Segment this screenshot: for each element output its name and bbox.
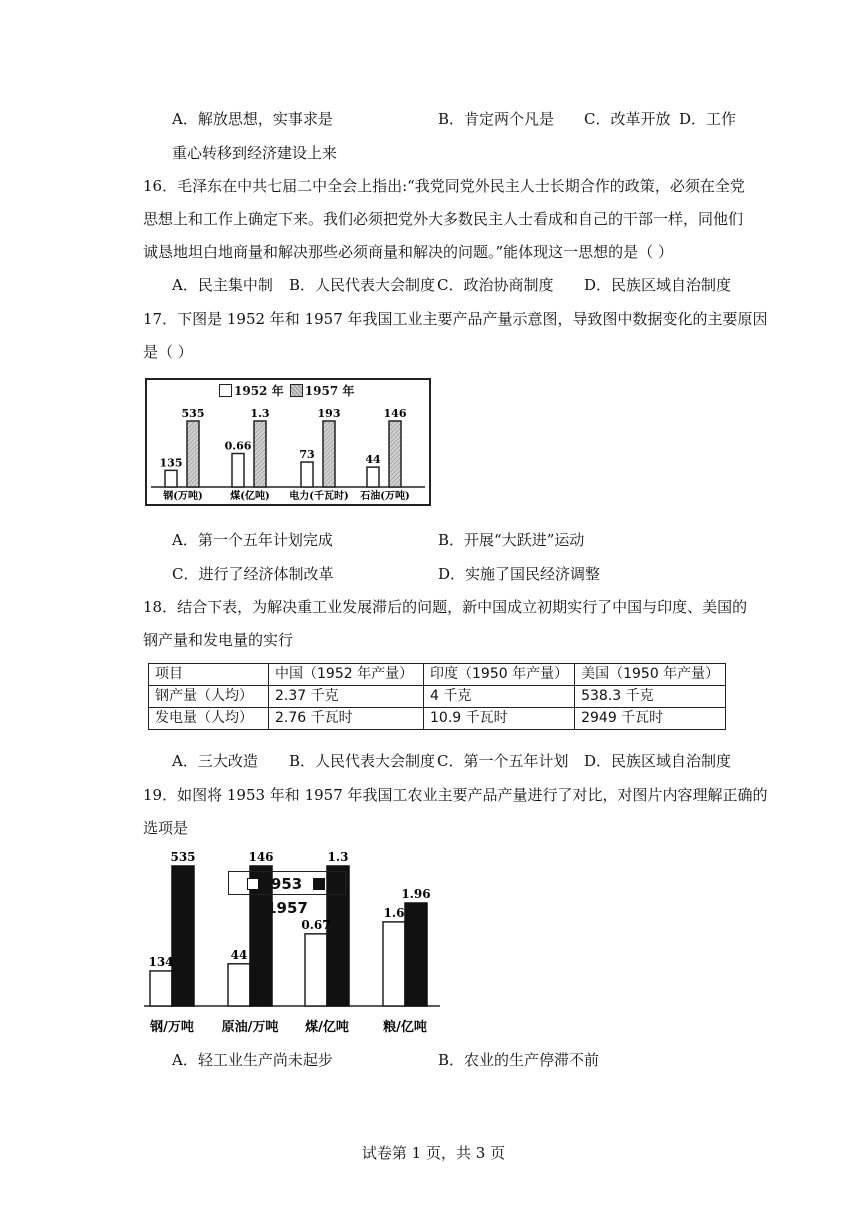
table-cell: 538.3 千克: [575, 686, 726, 708]
chart2-data-label: 535: [170, 850, 196, 864]
legend-label-1952: 1952 年: [234, 384, 284, 398]
legend-label-1957: 1957 年: [304, 384, 355, 398]
legend-swatch-1957: [313, 878, 325, 890]
chart2-bar-1953: [305, 934, 327, 1006]
table-header-cell: 印度（1950 年产量）: [424, 664, 575, 686]
chart2-data-label: 1.3: [327, 850, 349, 864]
chart1-bar-1952: [232, 453, 244, 487]
q16-option-a: A．民主集中制: [172, 276, 273, 294]
q17-stem-line-2: 是（ ）: [143, 343, 193, 361]
table-row: [149, 686, 726, 708]
q17-stem-line-1: 17．下图是 1952 年和 1957 年我国工业主要产品产量示意图，导致图中数据变化的主要原因: [143, 310, 768, 328]
q15-option-d: D．工作: [679, 110, 737, 128]
table-cell: 4 千克: [424, 686, 575, 708]
q18-option-d: D．民族区域自治制度: [584, 752, 732, 770]
table-header-cell: 项目: [149, 664, 269, 686]
table-header-cell: 中国（1952 年产量）: [269, 664, 424, 686]
q19-stem-line-2: 选项是: [143, 819, 189, 837]
chart2-category-label: 钢/万吨: [150, 1020, 194, 1035]
table-cell: 2.37 千克: [269, 686, 424, 708]
q15-option-a: A．解放思想，实事求是: [172, 110, 333, 128]
chart1-category-label: 煤(亿吨): [230, 491, 270, 502]
q17-option-d: D．实施了国民经济调整: [438, 565, 601, 583]
chart1-data-label: 135: [159, 456, 183, 470]
q18-option-a: A．三大改造: [172, 752, 258, 770]
q19-option-a: A．轻工业生产尚未起步: [172, 1051, 333, 1069]
chart2-category-label: 煤/亿吨: [305, 1020, 349, 1035]
legend-label-1953: 1953: [260, 875, 303, 893]
chart2-category-label: 粮/亿吨: [383, 1020, 427, 1035]
chart1-data-label: 1.3: [250, 407, 270, 420]
chart2-data-label: 1.6: [383, 905, 405, 920]
q17-option-c: C．进行了经济体制改革: [172, 565, 334, 583]
steel-electricity-comparison-table: [148, 663, 726, 730]
chart2-data-label: 1.96: [401, 887, 431, 901]
q17-option-a: A．第一个五年计划完成: [172, 531, 333, 549]
legend-swatch-1953: [247, 878, 259, 890]
q16-stem-line-2: 思想上和工作上确定下来。我们必须把党外大多数民主人士看成和自己的干部一样，同他们: [143, 210, 744, 228]
chart1-category-label: 石油(万吨): [360, 491, 410, 502]
chart1-bar-1952: [165, 470, 177, 487]
q17-option-b: B．开展“大跃进”运动: [438, 531, 585, 549]
q19-option-b: B．农业的生产停滞不前: [438, 1051, 600, 1069]
chart2-bar-1957: [172, 866, 194, 1006]
table-cell: 10.9 千瓦时: [424, 708, 575, 730]
page-footer: 试卷第 1 页，共 3 页: [361, 1144, 506, 1162]
chart1-plot: [147, 380, 429, 504]
chart1-bar-1957: [389, 421, 401, 487]
q19-stem-line-1: 19．如图将 1953 年和 1957 年我国工农业主要产品产量进行了对比，对图片内容理解正确的: [143, 786, 768, 804]
table-cell: 2.76 千瓦时: [269, 708, 424, 730]
industrial-output-chart-1952-1957: [145, 378, 431, 506]
q18-stem-line-2: 钢产量和发电量的实行: [143, 631, 294, 649]
q16-stem-line-3: 诚恳地坦白地商量和解决那些必须商量和解决的问题。”能体现这一思想的是（ ）: [143, 243, 673, 261]
q18-option-c: C．第一个五年计划: [437, 752, 569, 770]
q16-option-d: D．民族区域自治制度: [584, 276, 732, 294]
table-row: [149, 708, 726, 730]
chart2-bar-1953: [383, 922, 405, 1006]
chart1-data-label: 535: [181, 407, 205, 420]
chart1-bar-1952: [301, 462, 313, 487]
table-header-cell: 美国（1950 年产量）: [575, 664, 726, 686]
chart2-category-label: 原油/万吨: [221, 1020, 279, 1035]
chart2-bar-1957: [405, 903, 427, 1006]
q18-option-b: B．人民代表大会制度: [289, 752, 436, 770]
q16-option-c: C．政治协商制度: [437, 276, 554, 294]
chart1-category-label: 钢(万吨): [163, 491, 203, 502]
chart1-data-label: 193: [317, 407, 341, 420]
chart2-bar-1953: [150, 971, 172, 1006]
chart2-data-label: 146: [248, 850, 274, 864]
chart1-data-label: 146: [383, 407, 407, 420]
chart1-bar-1957: [323, 421, 335, 487]
chart1-bar-1952: [367, 467, 379, 487]
chart1-data-label: 0.66: [224, 439, 252, 453]
chart2-data-label: 0.67: [301, 917, 331, 932]
chart1-bar-1957: [254, 421, 266, 487]
q16-stem-line-1: 16．毛泽东在中共七届二中全会上指出:“我党同党外民主人士长期合作的政策，必须在全党: [143, 177, 745, 195]
table-cell: 2949 千瓦时: [575, 708, 726, 730]
legend-label-1957: 1957: [266, 899, 308, 917]
chart1-category-label: 电力(千瓦时): [289, 491, 349, 502]
q16-option-b: B．人民代表大会制度: [289, 276, 436, 294]
table-header-row: [149, 664, 726, 686]
chart2-legend: [228, 871, 346, 917]
q15-option-c: C．改革开放: [584, 110, 671, 128]
chart1-data-label: 44: [365, 453, 381, 467]
chart2-data-label: 134: [148, 954, 174, 969]
chart1-bar-1957: [187, 421, 199, 487]
table-cell: 钢产量（人均）: [149, 686, 269, 708]
q15-option-b: B．肯定两个凡是: [438, 110, 555, 128]
chart2-bar-1953: [228, 964, 250, 1006]
chart2-data-label: 44: [230, 947, 248, 962]
q18-stem-line-1: 18．结合下表，为解决重工业发展滞后的问题，新中国成立初期实行了中国与印度、美国的: [143, 598, 748, 616]
q15-option-d-continued: 重心转移到经济建设上来: [172, 144, 338, 162]
chart1-data-label: 73: [299, 448, 315, 462]
industrial-agricultural-output-chart-1953-1957: [140, 845, 450, 1040]
table-cell: 发电量（人均）: [149, 708, 269, 730]
